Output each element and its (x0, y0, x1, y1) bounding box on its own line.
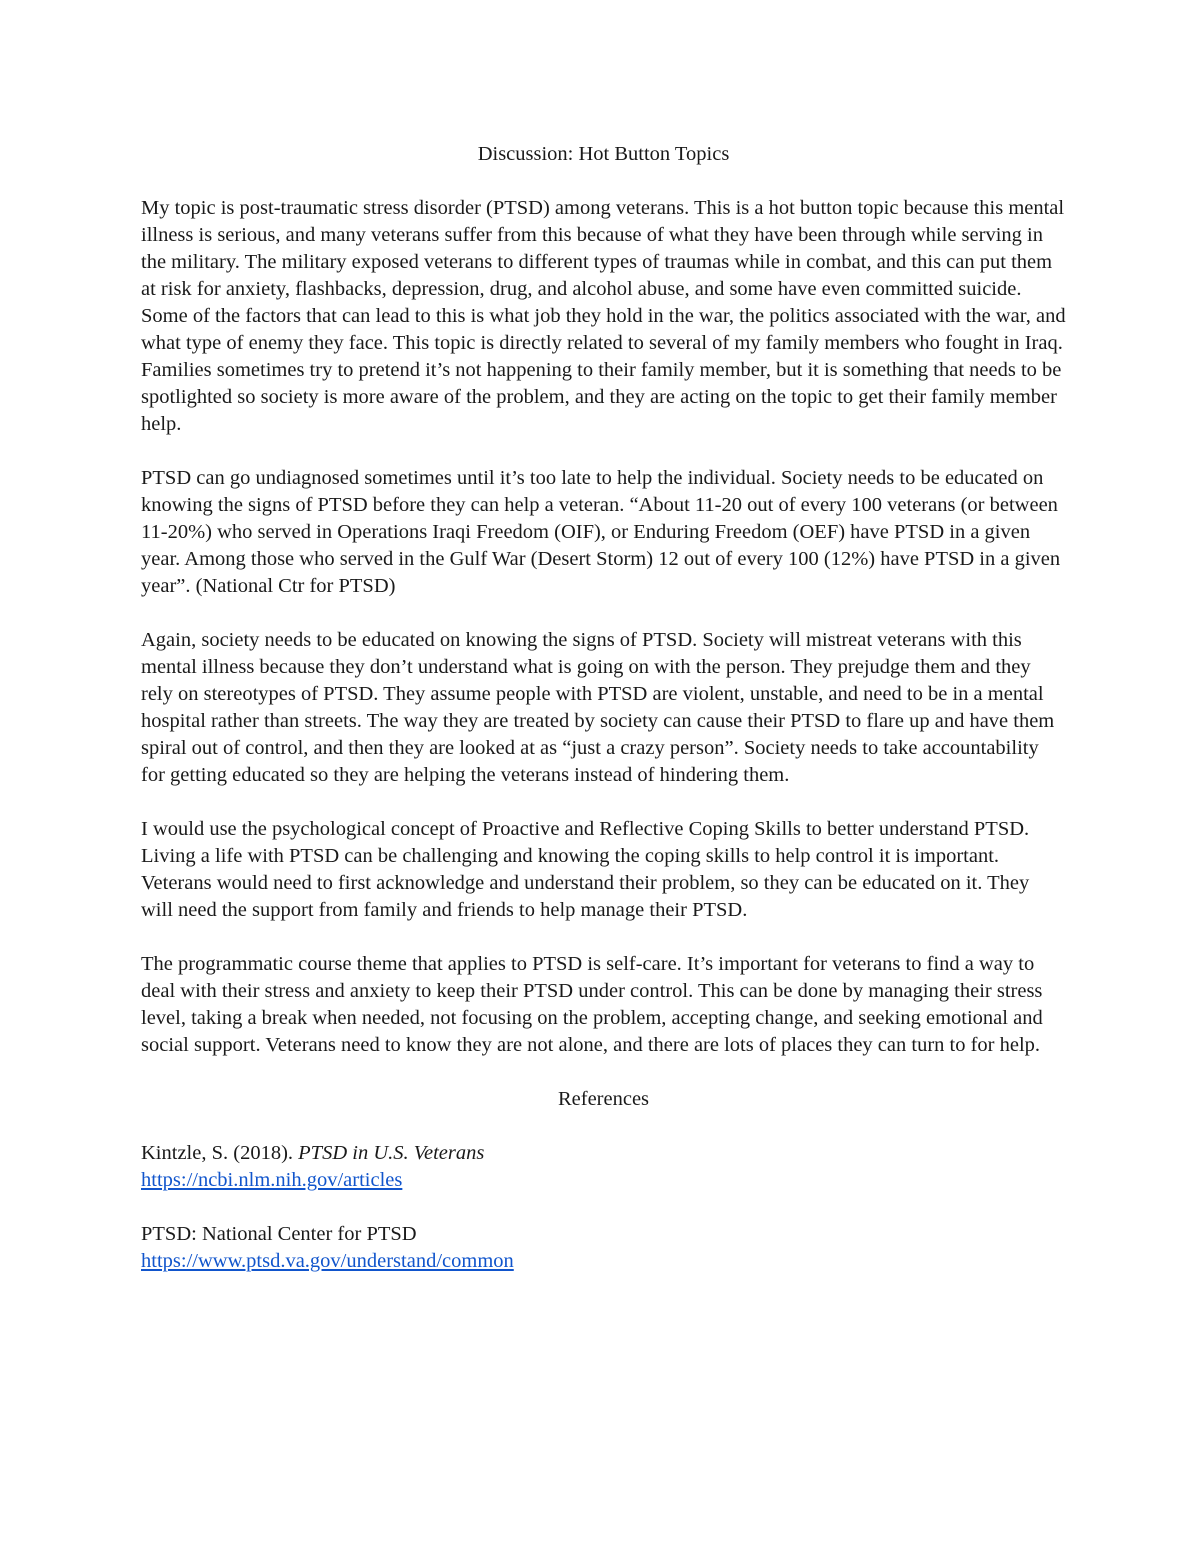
document-title: Discussion: Hot Button Topics (477, 143, 730, 165)
paragraph-statistics: PTSD can go undiagnosed sometimes until it’s too late to help the individual. Society needs to be educated on knowing the signs of PTSD before they can help a veteran. “About 11-20 out of every 100 veterans (or between 11-20%) who served in Operations Iraqi Freedom (OIF), or Enduring Freedom (OEF) have PTSD in a given year. Among those who served in the Gulf War (Desert Storm) 12 out of every 100 (12%) have PTSD in a given year”. (National Ctr for PTSD) (141, 467, 1061, 597)
reference-link[interactable]: https://ncbi.nlm.nih.gov/articles (141, 1169, 403, 1191)
reference-entry-2 (141, 1221, 1066, 1275)
paragraph-intro: My topic is post-traumatic stress disorder (PTSD) among veterans. This is a hot button topic because this mental illness is serious, and many veterans suffer from this because of what they have been through while serving in the military. The military exposed veterans to different types of traumas while in combat, and this can put them at risk for anxiety, flashbacks, depression, drug, and alcohol abuse, and some have even committed suicide. Some of the factors that can lead to this is what job they hold in the war, the politics associated with the war, and what type of enemy they face. This topic is directly related to several of my family members who fought in Iraq. Families sometimes try to pretend it’s not happening to their family member, but it is something that needs to be spotlighted so society is more aware of the problem, and they are acting on the topic to get their family member help. (141, 197, 1066, 435)
reference-author-year: PTSD: National Center for PTSD (141, 1223, 417, 1245)
paragraph-self-care: The programmatic course theme that applies to PTSD is self-care. It’s important for veterans to find a way to deal with their stress and anxiety to keep their PTSD under control. This can be done by managing their stress level, taking a break when needed, not focusing on the problem, accepting change, and seeking emotional and social support. Veterans need to know they are not alone, and there are lots of places they can turn to for help. (141, 953, 1043, 1056)
reference-citation (141, 1221, 1066, 1248)
references-heading: References (557, 1088, 650, 1110)
paragraph-coping-skills: I would use the psychological concept of Proactive and Reflective Coping Skills to better understand PTSD. Living a life with PTSD can be challenging and knowing the coping skills to help control it is important. Veterans would need to first acknowledge and understand their problem, so they can be educated on it. They will need the support from family and friends to help manage their PTSD. (141, 818, 1030, 921)
reference-title: PTSD in U.S. Veterans (298, 1142, 485, 1164)
reference-link[interactable]: https://www.ptsd.va.gov/understand/common (141, 1250, 514, 1272)
reference-link-line (141, 1167, 1066, 1194)
reference-link-line (141, 1248, 1066, 1275)
reference-author-year: Kintzle, S. (2018). (141, 1142, 299, 1164)
document-body (141, 141, 1066, 1302)
reference-citation (141, 1140, 1066, 1167)
paragraph-stigma: Again, society needs to be educated on knowing the signs of PTSD. Society will mistreat veterans with this mental illness because they don’t understand what is going on with the person. They prejudge them and they rely on stereotypes of PTSD. They assume people with PTSD are violent, unstable, and need to be in a mental hospital rather than streets. The way they are treated by society can cause their PTSD to flare up and have them spiral out of control, and then they are looked at as “just a crazy person”. Society needs to take accountability for getting educated so they are helping the veterans instead of hindering them. (141, 629, 1055, 786)
reference-entry-1 (141, 1140, 1066, 1194)
